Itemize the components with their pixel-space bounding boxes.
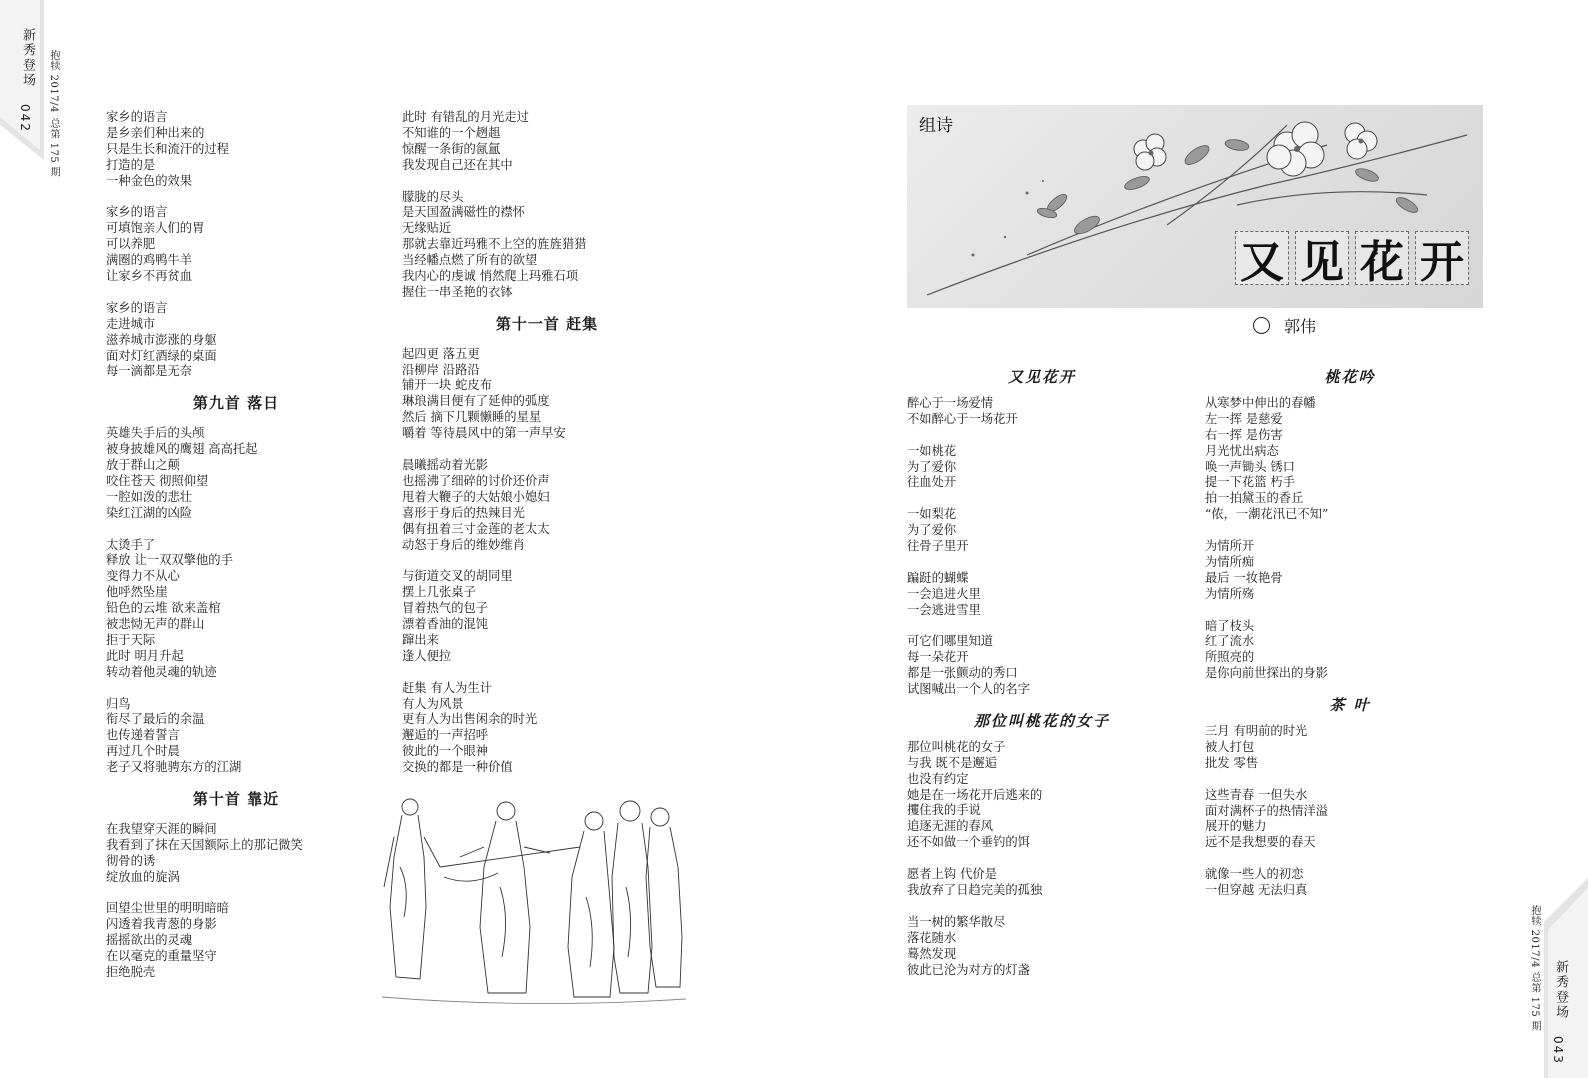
market-sketch-illustration	[380, 797, 688, 1017]
poem-line: 绽放血的旋涡	[106, 869, 180, 884]
poem-line: 交换的都是一种价值	[402, 760, 513, 775]
stanza	[907, 507, 1177, 555]
poem-line: 再过几个时晨	[106, 744, 180, 759]
poem-line: 家乡的语言	[106, 110, 168, 124]
poem-line: 赶集 有人为生计	[402, 680, 492, 695]
poem-line: 家乡的语言	[106, 300, 168, 315]
poem-line: 我发现自己还在其中	[402, 157, 513, 172]
poem-line: 晨曦摇动着光影	[402, 457, 489, 472]
title-char-2: 见	[1295, 231, 1349, 285]
stanza	[907, 444, 1177, 492]
stanza	[907, 571, 1177, 619]
poem-title-9: 第九首 落日	[192, 394, 280, 413]
poem-line: 只是生长和流汗的过程	[106, 141, 229, 156]
section-label-left: 新秀登场	[20, 28, 35, 88]
poem-line: 是乡亲们种出来的	[106, 125, 205, 140]
stanza	[402, 347, 692, 442]
poem-line: 为了爱你	[907, 523, 957, 538]
poem-line: 是你向前世探出的身影	[1205, 666, 1328, 681]
stanza	[106, 822, 366, 886]
poem-line: 拒绝脱壳	[106, 965, 156, 980]
stanza	[907, 634, 1177, 698]
poem-line: 月光忧出病态	[1205, 443, 1279, 458]
author-name: 郭伟	[1284, 317, 1317, 336]
stanza	[1205, 619, 1495, 683]
stanza	[106, 426, 366, 521]
poem-line: 试图喊出一个人的名字	[907, 682, 1030, 697]
poem-line: 在我望穿天涯的瞬间	[106, 821, 217, 836]
poem-line: 就像一些人的初恋	[1205, 867, 1304, 882]
poem-line: 此时 明月升起	[106, 648, 184, 663]
poem-body-tao-hua-woman	[907, 740, 1177, 979]
page-number-left: 042	[18, 104, 32, 133]
circle-icon	[1253, 317, 1270, 334]
poem-line: 拒于天际	[106, 632, 156, 647]
poem-line: 惊醒一条街的氤氲	[402, 141, 501, 156]
stanza	[1205, 867, 1495, 899]
stanza	[402, 569, 692, 664]
poem-line: 摆上几张桌子	[402, 585, 476, 600]
poem-line: 家乡的语言	[106, 205, 168, 220]
poem-line: 彼此的一个眼神	[402, 744, 489, 759]
poem-line: 喜形于身后的热辣目光	[402, 505, 525, 520]
poem-line: 我内心的虔诚 悄然爬上玛雅石项	[402, 269, 579, 284]
poem-line: 然后 摘下几颗懒睡的星星	[402, 410, 542, 425]
poem-line: 彻骨的诱	[106, 853, 156, 868]
title-char-1: 又	[1235, 231, 1289, 285]
stanza	[106, 538, 366, 681]
poem-line: 动怒于身后的维妙维肖	[402, 537, 525, 552]
poem-line: 闪透着我青葱的身影	[106, 917, 217, 932]
poem-line: 拍一拍黛玉的香丘	[1205, 491, 1304, 506]
poem-line: 也没有约定	[907, 771, 969, 786]
poem-line: 醉心于一场爱情	[907, 395, 994, 410]
poem-line: 蹁跹的蝴蝶	[907, 570, 969, 585]
stanza	[1205, 788, 1495, 852]
poem-line: 漂着香油的混饨	[402, 617, 489, 632]
poem-line: 染红江湖的凶险	[106, 505, 193, 520]
poem-line: 红了流水	[1205, 634, 1255, 649]
poem-line: 所照亮的	[1205, 650, 1255, 665]
poem-title-tea: 茶 叶	[1329, 696, 1371, 715]
poem-line: 不知谁的一个趔趄	[402, 125, 501, 140]
poem-line: 愿者上钩 代价是	[907, 867, 997, 882]
poem-line: 是天国盈满磁性的襟怀	[402, 205, 525, 220]
poem-line: “侬，一潮花汛已不知”	[1205, 507, 1329, 522]
poem-line: 琳琅满目便有了延伸的弧度	[402, 394, 550, 409]
poem-line: 彼此已沦为对方的灯盏	[907, 962, 1030, 977]
issue-label-left: 总第 175 期	[48, 118, 59, 178]
poem-line: 回望尘世里的明明暗暗	[106, 901, 229, 916]
poem-line: 那位叫桃花的女子	[907, 739, 1006, 754]
poem-line: 沿柳岸 沿路沿	[402, 362, 480, 377]
issue-label-right: 总第 175 期	[1529, 972, 1540, 1032]
stanza	[402, 681, 692, 776]
poem-line: 甩着大鞭子的大姑娘小媳妇	[402, 489, 550, 504]
poem-line: 老子又将驰骋东方的江湖	[106, 760, 242, 775]
poem-body-9	[106, 426, 366, 776]
stanza	[402, 458, 692, 553]
poem-line: 更有人为出售闲余的时光	[402, 712, 538, 727]
poem-line: 摇摇欲出的灵魂	[106, 933, 193, 948]
poem-line: 放于群山之颠	[106, 457, 180, 472]
banner-label: 组诗	[919, 116, 953, 136]
poem-line: 一如桃花	[907, 443, 957, 458]
poem-line: 面对满杯子的热情洋溢	[1205, 803, 1328, 818]
poem-line: 当一树的繁华散尽	[907, 914, 1006, 929]
column-2	[402, 110, 692, 792]
poem-line: 冒着热气的包子	[402, 601, 489, 616]
poem-line: 他呼然坠崖	[106, 585, 168, 600]
poem-line: 可以养肥	[106, 237, 156, 252]
poem-line: 逢人便拉	[402, 648, 452, 663]
poem-line: 有人为风景	[402, 696, 464, 711]
poem-line: 与街道交叉的胡同里	[402, 569, 513, 584]
stanza	[402, 110, 692, 174]
poem-line: 打造的是	[106, 157, 156, 172]
poem-line: 无缘贴近	[402, 221, 452, 236]
poem-line: 变得力不从心	[106, 569, 180, 584]
column-1	[106, 110, 366, 997]
title-char-3: 花	[1355, 231, 1409, 285]
poem-line: 她是在一场花开后逃来的	[907, 787, 1043, 802]
poem-line: 面对灯红酒绿的桌面	[106, 348, 217, 363]
poem-line: 被人打包	[1205, 739, 1255, 754]
stanzas-moonlight	[402, 110, 692, 301]
poem-line: 让家乡不再贫血	[106, 269, 193, 284]
poem-line: 暗了枝头	[1205, 618, 1255, 633]
poem-line: 铺开一块 蛇皮布	[402, 378, 492, 393]
poem-line: 嚼着 等待晨风中的第一声早安	[402, 426, 566, 441]
poem-body-you-jian-hua-kai	[907, 396, 1177, 698]
poem-line: 释放 让一双双擎他的手	[106, 553, 233, 568]
poem-line: 这些青春 一但失水	[1205, 787, 1308, 802]
poem-line: 邂逅的一声招呼	[402, 728, 489, 743]
poem-line: 不如醉心于一场花开	[907, 411, 1018, 426]
poem-line: 往血处开	[907, 475, 957, 490]
poem-line: 展开的魅力	[1205, 819, 1267, 834]
poem-title-tao-hua-woman: 那位叫桃花的女子	[973, 711, 1110, 730]
poem-line: 每一朵花开	[907, 650, 969, 665]
poem-line: 在以毫克的重量坚守	[106, 949, 217, 964]
poem-line: 太烫手了	[106, 537, 156, 552]
stanzas-home-language	[106, 110, 366, 380]
poem-line: 起四更 落五更	[402, 346, 480, 361]
stanza	[1205, 724, 1495, 772]
poem-line: 归鸟	[106, 696, 131, 711]
poem-title-tao-hua-yin: 桃花吟	[1324, 368, 1376, 386]
poem-title-11: 第十一首 赶集	[495, 314, 599, 333]
poem-line: 提一下花篮 朽手	[1205, 475, 1295, 490]
poem-line: 最后 一妆艳骨	[1205, 570, 1283, 585]
poem-line: 那就去靠近玛雅不上空的旌旌猎猎	[402, 237, 587, 252]
poem-line: 为情所开	[1205, 539, 1255, 554]
poem-title-you-jian-hua-kai: 又见花开	[1007, 368, 1076, 386]
poem-line: 满圈的鸡鸭牛羊	[106, 253, 193, 268]
poem-line: 此时 有错乱的月光走过	[402, 110, 529, 124]
column-4	[1205, 370, 1495, 915]
poem-line: 转动着他灵魂的轨迹	[106, 664, 217, 679]
poem-line: 远不是我想要的春天	[1205, 835, 1316, 850]
stanza	[1205, 539, 1495, 603]
stanza	[907, 867, 1177, 899]
stanza	[106, 301, 366, 381]
magazine-label-left: 抱犊 2017/4	[48, 50, 59, 113]
poem-line: 当经幡点燃了所有的欲望	[402, 253, 538, 268]
poem-line: 滋养城市澎涨的身躯	[106, 332, 217, 347]
poem-line: 也传递着誓言	[106, 728, 180, 743]
poem-line: 一但穿越 无法归真	[1205, 883, 1308, 898]
poem-line: 咬住苍天 彻照仰望	[106, 473, 209, 488]
poem-line: 衔尽了最后的余温	[106, 712, 205, 727]
poem-line: 铅色的云堆 欲来盖棺	[106, 601, 221, 616]
poem-body-11	[402, 347, 692, 776]
poem-line: 追逐无涯的春风	[907, 819, 994, 834]
poem-line: 还不如做一个垂钓的饵	[907, 835, 1030, 850]
poem-body-10	[106, 822, 366, 981]
magazine-label-right: 抱犊 2017/4	[1529, 905, 1540, 968]
poem-line: 一会追进火里	[907, 586, 981, 601]
poem-line: 握住一串圣艳的衣钵	[402, 284, 513, 299]
poem-title-10: 第十首 靠近	[192, 789, 280, 808]
poem-line: 与我 既不是邂逅	[907, 755, 997, 770]
title-banner	[907, 105, 1483, 308]
stanza	[907, 396, 1177, 428]
stanza	[402, 190, 692, 301]
poem-line: 也摇沸了细碎的讨价还价声	[402, 473, 550, 488]
poem-line: 为了爱你	[907, 459, 957, 474]
poem-line: 蹿出来	[402, 632, 439, 647]
poem-line: 一会逃进雪里	[907, 602, 981, 617]
main-title	[1235, 231, 1469, 288]
poem-line: 三月 有明前的时光	[1205, 723, 1308, 738]
poem-body-tea	[1205, 724, 1495, 899]
poem-line: 朦胧的尽头	[402, 189, 464, 204]
poem-line: 为情所殇	[1205, 586, 1255, 601]
poem-line: 可它们哪里知道	[907, 634, 994, 649]
section-label-right: 新秀登场	[1553, 960, 1568, 1020]
poem-line: 我放弃了日趋完美的孤独	[907, 883, 1043, 897]
author-byline	[1253, 314, 1316, 337]
column-3	[907, 370, 1177, 994]
stanza	[907, 740, 1177, 851]
poem-line: 为情所痴	[1205, 554, 1255, 569]
poem-line: 我看到了抹在天国额际上的那记微笑	[106, 837, 303, 852]
poem-line: 一如梨花	[907, 507, 957, 522]
stanza	[1205, 396, 1495, 523]
poem-line: 被身披雄风的鹰翅 高高托起	[106, 442, 258, 457]
poem-line: 批发 零售	[1205, 755, 1259, 770]
poem-line: 英雄失手后的头颅	[106, 426, 205, 441]
poem-line: 走进城市	[106, 316, 156, 331]
title-char-4: 开	[1415, 231, 1469, 285]
poem-line: 一种金色的效果	[106, 173, 193, 188]
poem-line: 右一挥 是伤害	[1205, 427, 1283, 442]
stanza	[106, 901, 366, 981]
page-number-right: 043	[1551, 1036, 1565, 1065]
poem-line: 蓦然发现	[907, 946, 957, 961]
poem-line: 都是一张颤动的秀口	[907, 666, 1018, 681]
stanza	[106, 110, 366, 190]
poem-line: 每一滴都是无奈	[106, 364, 193, 379]
poem-body-tao-hua-yin	[1205, 396, 1495, 682]
poem-line: 被悲恸无声的群山	[106, 617, 205, 632]
stanza	[907, 915, 1177, 979]
stanza	[106, 697, 366, 777]
stanza	[106, 205, 366, 285]
poem-line: 往骨子里开	[907, 539, 969, 554]
poem-line: 攫住我的手说	[907, 803, 981, 818]
poem-line: 左一挥 是慈爱	[1205, 411, 1283, 426]
poem-line: 可填饱亲人们的胃	[106, 221, 205, 236]
poem-line: 落花随水	[907, 930, 957, 945]
poem-line: 从寒梦中伸出的春幡	[1205, 395, 1316, 410]
poem-line: 唤一声锄头 锈口	[1205, 459, 1295, 474]
poem-line: 一腔如泼的悲壮	[106, 489, 193, 504]
poem-line: 偶有扭着三寸金莲的老太太	[402, 521, 550, 536]
